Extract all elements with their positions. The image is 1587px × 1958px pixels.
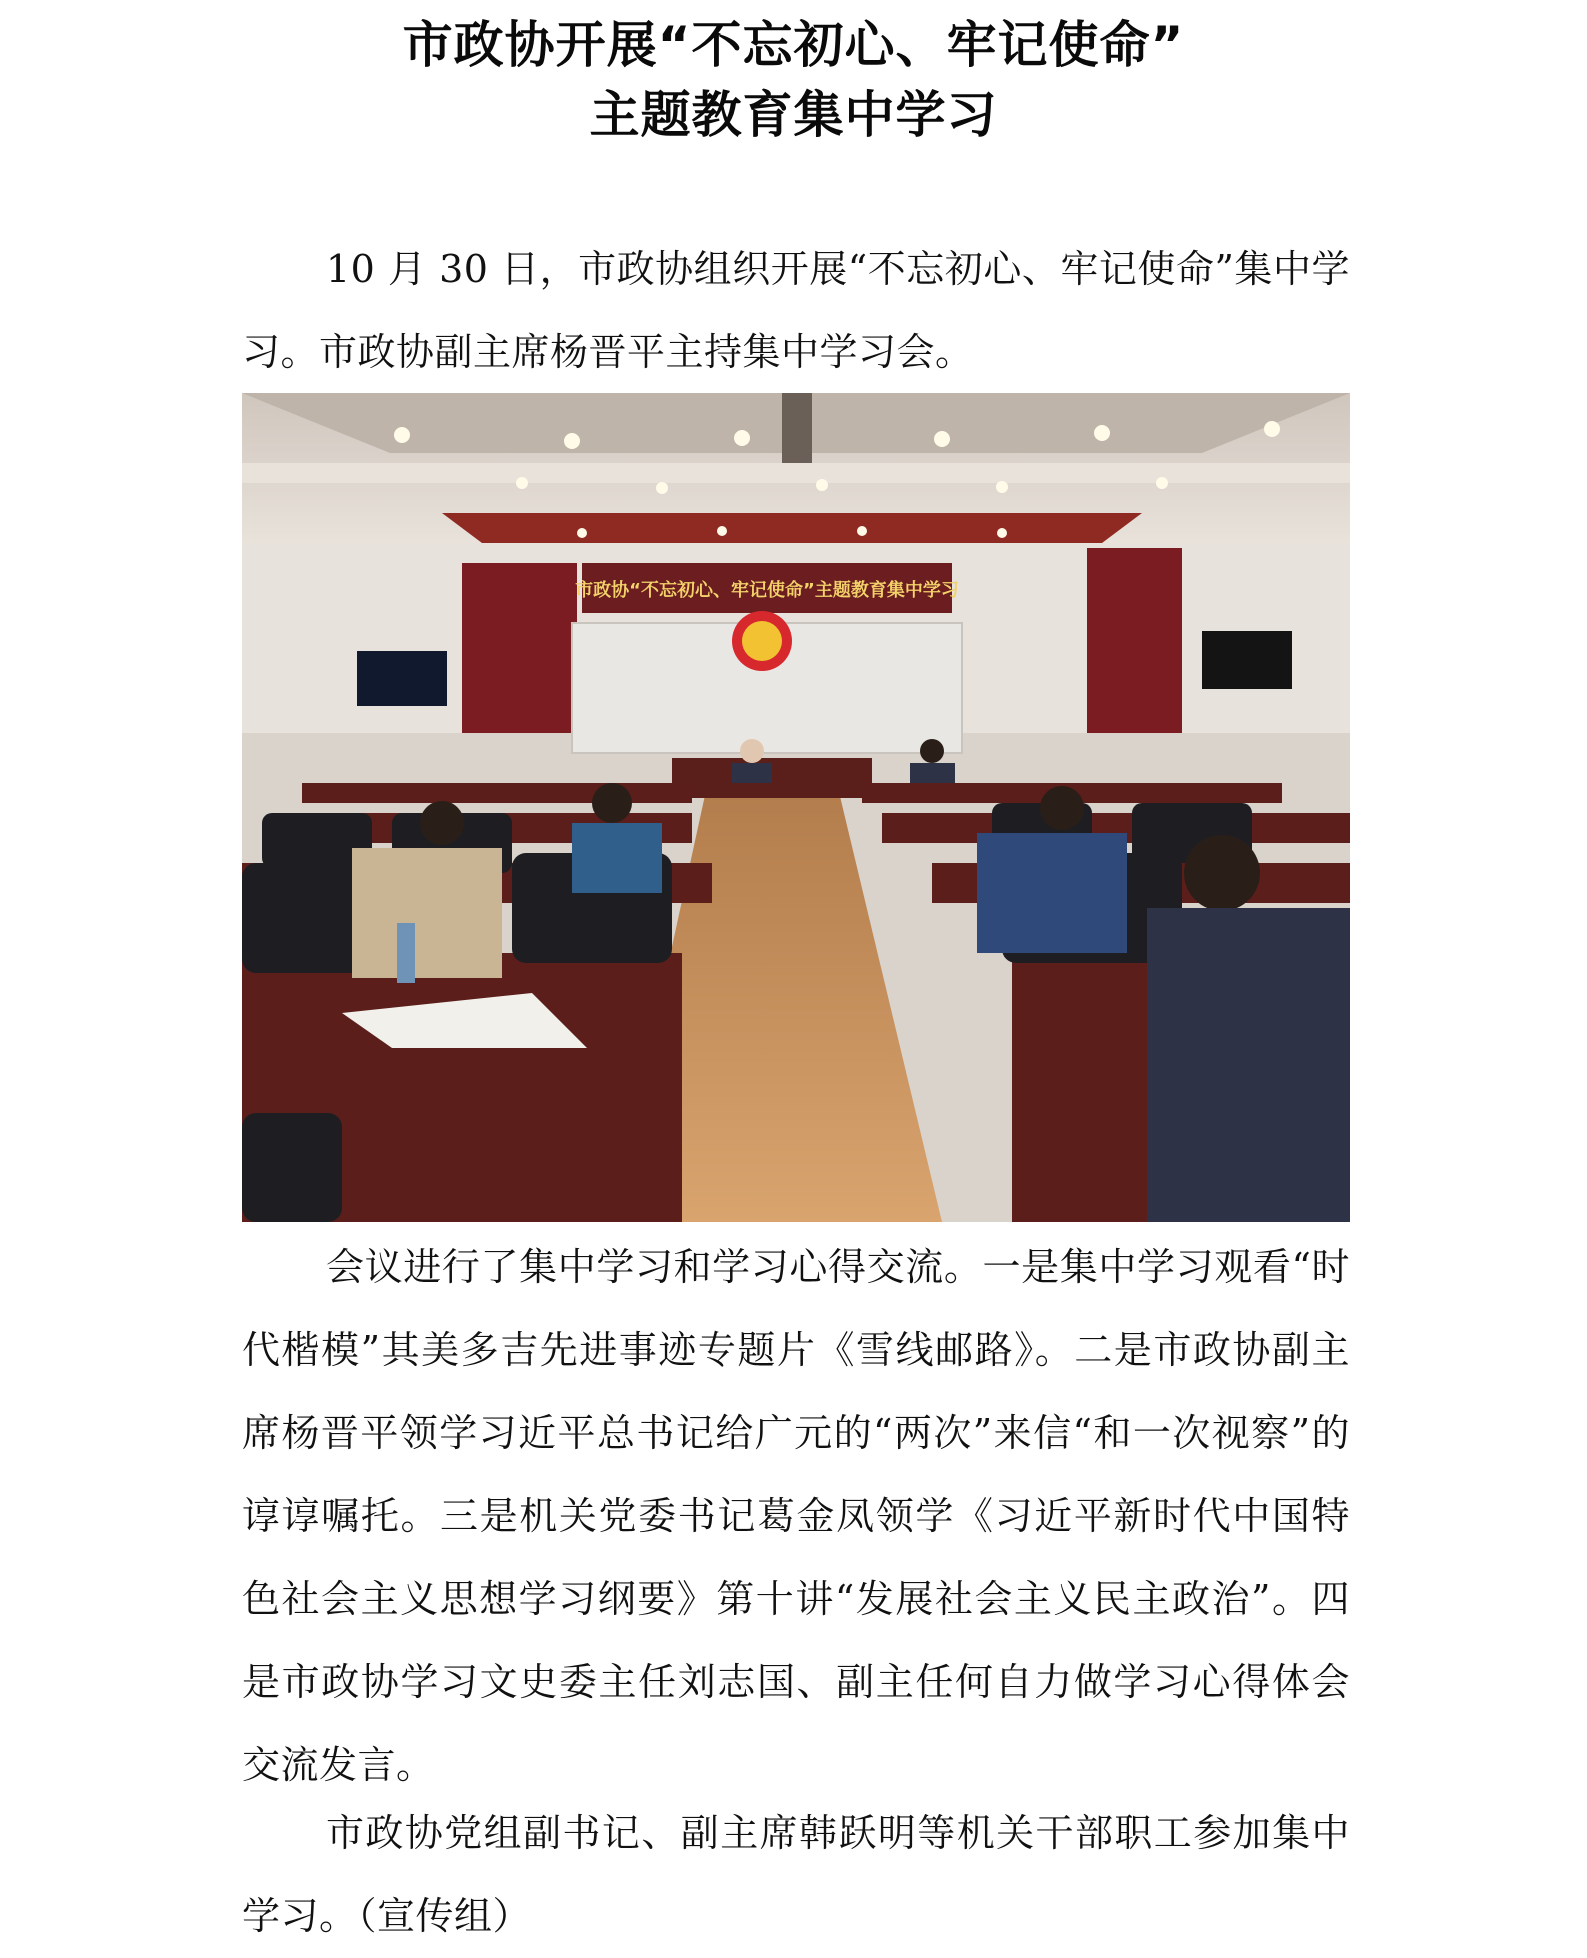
photo-banner-text: 市政协“不忘初心、牢记使命”主题教育集中学习 [575, 580, 959, 601]
article-title-line1: 市政协开展“不忘初心、牢记使命” [402, 16, 1185, 74]
paragraph-closing: 市政协党组副书记、副主席韩跃明等机关干部职工参加集中学习。（宣传组） [242, 1811, 1350, 1938]
paragraph-body: 会议进行了集中学习和学习心得交流。一是集中学习观看“时代楷模”其美多吉先进事迹专题片《雪线邮路》。二是市政协副主席杨晋平领学习近平总书记给广元的“两次”来信“和一次视察”的谆谆嘱托。三是机关党委书记葛金凤领学《习近平新时代中国特色社会主义思想学习纲要》第十讲“发展社会主义民主政治”。四是市政协学习文史委主任刘志国、副主任何自力做学习心得体会交流发言。 [242, 1245, 1350, 1787]
meeting-photo [242, 393, 1350, 1222]
article-title-line2: 主题教育集中学习 [589, 86, 998, 144]
paragraph-intro: 10 月 30 日，市政协组织开展“不忘初心、牢记使命”集中学习。市政协副主席杨晋平主持集中学习会。 [242, 247, 1350, 374]
